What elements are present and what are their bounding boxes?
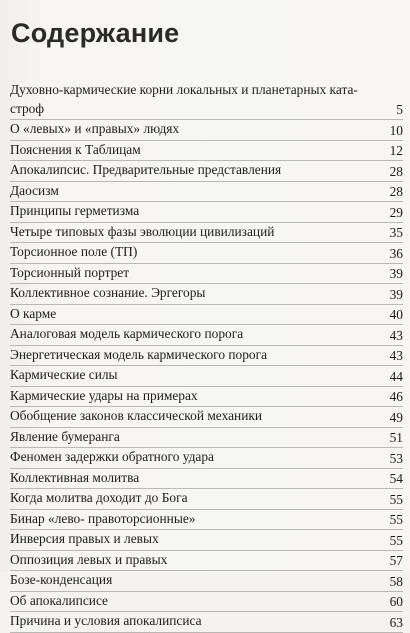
toc-entry-page-number: 63 bbox=[389, 614, 403, 630]
toc-entry-page-number: 53 bbox=[389, 450, 403, 466]
toc-entry-page-number: 12 bbox=[389, 143, 403, 158]
toc-entry-page-number: 57 bbox=[389, 553, 403, 568]
toc-entry-title: Коллективная молитва bbox=[10, 469, 140, 485]
toc-entry[interactable] bbox=[10, 80, 403, 120]
toc-entry-page-number: 36 bbox=[389, 245, 403, 261]
toc-entry-page-number: 28 bbox=[389, 184, 403, 199]
toc-entry-page-number: 58 bbox=[389, 573, 403, 589]
toc-entry-page-number: 40 bbox=[389, 307, 403, 322]
toc-entry-page-number: 43 bbox=[389, 327, 403, 343]
toc-entry[interactable] bbox=[10, 428, 403, 449]
toc-entry[interactable] bbox=[10, 448, 403, 469]
toc-entry[interactable] bbox=[10, 305, 403, 326]
toc-entry-title: Энергетическая модель кармического порога bbox=[10, 346, 268, 362]
toc-entry-title: Даосизм bbox=[10, 182, 59, 198]
toc-entry-title: Бинар «лево- правоторсионные» bbox=[10, 510, 196, 526]
toc-entry-page-number: 43 bbox=[389, 348, 403, 363]
toc-entry-title: Духовно-кармические корни локальных и планетарных ката- строф bbox=[10, 82, 358, 116]
toc-entry-page-number: 55 bbox=[389, 512, 403, 527]
toc-entry[interactable] bbox=[10, 182, 403, 203]
toc-entry[interactable] bbox=[10, 223, 403, 244]
toc-entry-title: Бозе-конденсация bbox=[10, 572, 113, 587]
toc-entry-page-number: 35 bbox=[389, 225, 403, 240]
toc-entry[interactable] bbox=[10, 284, 403, 305]
toc-entry[interactable] bbox=[10, 243, 403, 264]
toc-entry-title: О «левых» и «правых» людях bbox=[10, 121, 180, 136]
toc-entry-page-number: 55 bbox=[389, 491, 403, 507]
toc-entry-title: Кармические удары на примерах bbox=[10, 387, 198, 403]
toc-entry[interactable] bbox=[10, 264, 403, 285]
toc-entry[interactable] bbox=[10, 571, 403, 592]
toc-entry[interactable] bbox=[10, 592, 403, 613]
toc-entry[interactable] bbox=[10, 141, 403, 162]
toc-entry-title: Инверсия правых и левых bbox=[10, 531, 159, 546]
toc-entry-page-number: 49 bbox=[389, 409, 403, 425]
toc-entry-page-number: 55 bbox=[389, 532, 403, 548]
toc-entry-page-number: 51 bbox=[389, 430, 403, 445]
toc-entry-page-number: 39 bbox=[389, 266, 403, 281]
table-of-contents bbox=[10, 80, 403, 633]
toc-entry-title: Четыре типовых фазы эволюции цивилизаций bbox=[10, 223, 275, 239]
toc-entry[interactable] bbox=[10, 510, 403, 531]
toc-entry[interactable] bbox=[10, 366, 403, 387]
toc-entry[interactable] bbox=[10, 612, 403, 633]
toc-entry[interactable] bbox=[10, 346, 403, 367]
toc-entry-title: Явление бумеранга bbox=[10, 428, 120, 444]
toc-entry-title: Причина и условия апокалипсиса bbox=[10, 613, 202, 628]
toc-entry[interactable] bbox=[10, 161, 403, 182]
toc-entry[interactable] bbox=[10, 469, 403, 490]
toc-entry[interactable] bbox=[10, 202, 403, 223]
toc-entry[interactable] bbox=[10, 387, 403, 408]
toc-entry-title: Кармические силы bbox=[10, 367, 118, 382]
toc-entry-divider bbox=[10, 632, 403, 633]
toc-entry-title: Когда молитва доходит до Бога bbox=[10, 490, 188, 505]
toc-entry-title: Аналоговая модель кармического порога bbox=[10, 326, 244, 341]
toc-entry-page-number: 60 bbox=[389, 594, 403, 609]
toc-entry-page-number: 10 bbox=[389, 122, 403, 138]
toc-entry-title: Торсионный портрет bbox=[10, 264, 130, 280]
toc-entry-page-number: 54 bbox=[389, 471, 403, 486]
toc-entry[interactable] bbox=[10, 530, 403, 551]
toc-entry-title: Об апокалипсисе bbox=[10, 592, 108, 608]
toc-entry[interactable] bbox=[10, 489, 403, 510]
toc-entry-title: Торсионное поле (ТП) bbox=[10, 244, 138, 259]
toc-entry[interactable] bbox=[10, 325, 403, 346]
toc-entry-page-number: 28 bbox=[389, 163, 403, 179]
toc-entry-title: Пояснения к Таблицам bbox=[10, 141, 141, 157]
toc-entry-page-number: 44 bbox=[389, 368, 403, 384]
toc-entry-title: Оппозиция левых и правых bbox=[10, 551, 168, 567]
toc-entry[interactable] bbox=[10, 551, 403, 572]
toc-entry-title: Апокалипсис. Предварительные представления bbox=[10, 162, 282, 177]
toc-entry-page-number: 5 bbox=[396, 102, 403, 117]
page-title: Содержание bbox=[11, 18, 180, 48]
toc-entry-page-number: 29 bbox=[389, 204, 403, 220]
toc-entry-title: Коллективное сознание. Эргегоры bbox=[10, 285, 206, 300]
toc-entry-title: Принципы герметизма bbox=[10, 203, 140, 218]
toc-entry-title: Обобщение законов классической механики bbox=[10, 408, 263, 423]
toc-entry[interactable] bbox=[10, 407, 403, 428]
toc-entry-page-number: 46 bbox=[389, 389, 403, 404]
toc-entry-title: О карме bbox=[10, 305, 57, 321]
toc-entry[interactable] bbox=[10, 120, 403, 141]
toc-entry-page-number: 39 bbox=[389, 286, 403, 302]
toc-entry-title: Феномен задержки обратного удара bbox=[10, 449, 214, 464]
